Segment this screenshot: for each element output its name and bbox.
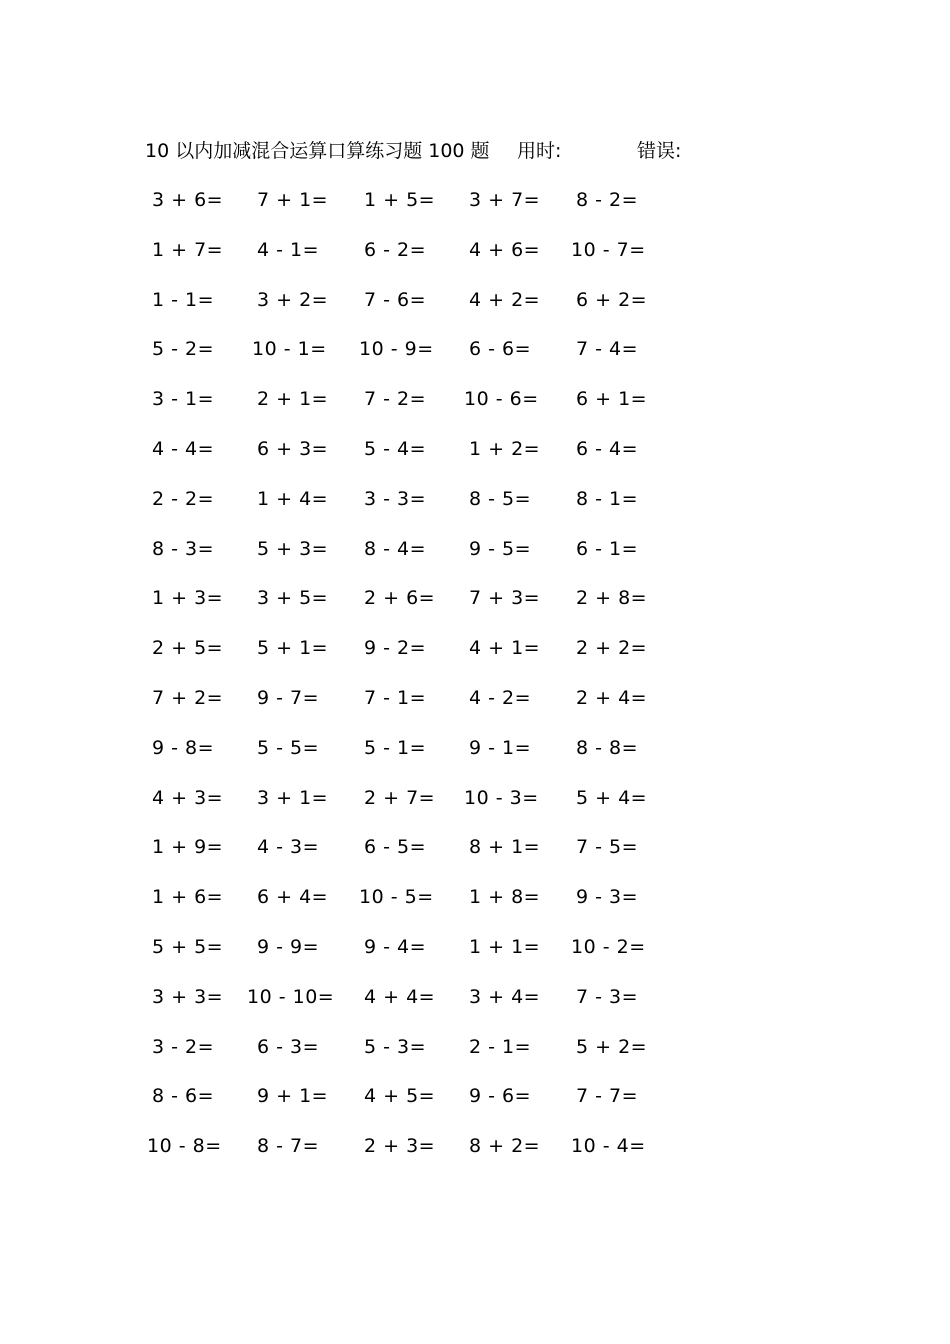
arithmetic-problem: 10 - 7= (571, 238, 646, 261)
arithmetic-problem: 10 - 9= (359, 338, 434, 361)
arithmetic-problem: 8 - 8= (576, 736, 639, 759)
arithmetic-problem: 2 + 6= (364, 587, 436, 610)
arithmetic-problem: 1 + 9= (152, 836, 224, 859)
arithmetic-problem: 3 + 5= (257, 587, 329, 610)
arithmetic-problem: 5 - 4= (364, 437, 427, 460)
problem-row (0, 235, 950, 285)
arithmetic-problem: 9 - 4= (364, 935, 427, 958)
arithmetic-problem: 10 - 8= (147, 1135, 222, 1158)
time-label: 用时: (517, 140, 562, 162)
arithmetic-problem: 2 + 3= (364, 1135, 436, 1158)
arithmetic-problem: 6 + 2= (576, 288, 648, 311)
arithmetic-problem: 4 + 1= (469, 637, 541, 660)
arithmetic-problem: 7 - 2= (364, 388, 427, 411)
worksheet-header (145, 136, 681, 166)
arithmetic-problem: 5 - 5= (257, 736, 320, 759)
problem-row (0, 285, 950, 335)
arithmetic-problem: 6 - 3= (257, 1035, 320, 1058)
arithmetic-problem: 7 - 3= (576, 985, 639, 1008)
problem-row (0, 534, 950, 584)
arithmetic-problem: 7 - 1= (364, 686, 427, 709)
arithmetic-problem: 4 + 4= (364, 985, 436, 1008)
arithmetic-problem: 7 - 4= (576, 338, 639, 361)
arithmetic-problem: 4 + 5= (364, 1085, 436, 1108)
arithmetic-problem: 2 + 1= (257, 388, 329, 411)
arithmetic-problem: 10 - 2= (571, 935, 646, 958)
arithmetic-problem: 4 - 4= (152, 437, 215, 460)
arithmetic-problem: 1 + 7= (152, 238, 224, 261)
problem-row (0, 832, 950, 882)
arithmetic-problem: 1 + 5= (364, 189, 436, 211)
arithmetic-problem: 7 - 5= (576, 836, 639, 859)
arithmetic-problem: 1 + 1= (469, 935, 541, 958)
problem-row (0, 783, 950, 833)
arithmetic-problem: 7 - 7= (576, 1085, 639, 1108)
arithmetic-problem: 8 - 7= (257, 1135, 320, 1158)
arithmetic-problem: 5 + 5= (152, 935, 224, 958)
arithmetic-problem: 6 + 3= (257, 437, 329, 460)
arithmetic-problem: 3 + 4= (469, 985, 541, 1008)
arithmetic-problem: 4 - 1= (257, 238, 320, 261)
problem-row (0, 1032, 950, 1082)
arithmetic-problem: 9 - 1= (469, 736, 532, 759)
arithmetic-problem: 5 - 1= (364, 736, 427, 759)
arithmetic-problem: 6 - 4= (576, 437, 639, 460)
arithmetic-problem: 8 - 4= (364, 537, 427, 560)
arithmetic-problem: 3 + 3= (152, 985, 224, 1008)
errors-label: 错误: (637, 140, 682, 162)
arithmetic-problem: 8 - 1= (576, 487, 639, 510)
arithmetic-problem: 3 - 2= (152, 1035, 215, 1058)
arithmetic-problem: 7 + 1= (257, 189, 329, 211)
arithmetic-problem: 3 + 6= (152, 189, 224, 211)
arithmetic-problem: 5 + 3= (257, 537, 329, 560)
arithmetic-problem: 1 - 1= (152, 288, 215, 311)
arithmetic-problem: 9 - 7= (257, 686, 320, 709)
arithmetic-problem: 3 + 7= (469, 189, 541, 211)
arithmetic-problem: 10 - 4= (571, 1135, 646, 1158)
arithmetic-problem: 2 + 8= (576, 587, 648, 610)
arithmetic-problem: 8 + 1= (469, 836, 541, 859)
problem-row (0, 434, 950, 484)
arithmetic-problem: 10 - 10= (247, 985, 335, 1008)
arithmetic-problem: 1 + 8= (469, 886, 541, 909)
problem-row (0, 1131, 950, 1181)
problem-row (0, 1081, 950, 1131)
arithmetic-problem: 2 + 2= (576, 637, 648, 660)
arithmetic-problem: 8 - 5= (469, 487, 532, 510)
arithmetic-problem: 10 - 1= (252, 338, 327, 361)
arithmetic-problem: 4 - 3= (257, 836, 320, 859)
arithmetic-problem: 1 + 6= (152, 886, 224, 909)
arithmetic-problem: 7 - 6= (364, 288, 427, 311)
problem-row (0, 633, 950, 683)
arithmetic-problem: 6 - 2= (364, 238, 427, 261)
arithmetic-problem: 7 + 2= (152, 686, 224, 709)
arithmetic-problem: 6 - 5= (364, 836, 427, 859)
arithmetic-problem: 8 - 3= (152, 537, 215, 560)
arithmetic-problem: 4 + 6= (469, 238, 541, 261)
arithmetic-problem: 1 + 4= (257, 487, 329, 510)
arithmetic-problem: 2 + 4= (576, 686, 648, 709)
arithmetic-problem: 3 - 1= (152, 388, 215, 411)
arithmetic-problem: 4 - 2= (469, 686, 532, 709)
problem-row (0, 484, 950, 534)
problem-row (0, 683, 950, 733)
arithmetic-problem: 9 + 1= (257, 1085, 329, 1108)
arithmetic-problem: 2 + 7= (364, 786, 436, 809)
arithmetic-problem: 5 - 2= (152, 338, 215, 361)
arithmetic-problem: 9 - 9= (257, 935, 320, 958)
problem-row (0, 982, 950, 1032)
arithmetic-problem: 6 + 1= (576, 388, 648, 411)
arithmetic-problem: 5 - 3= (364, 1035, 427, 1058)
arithmetic-problem: 9 - 2= (364, 637, 427, 660)
worksheet-title: 10 以内加减混合运算口算练习题 100 题 (145, 140, 490, 162)
arithmetic-problem: 5 + 1= (257, 637, 329, 660)
arithmetic-problem: 3 - 3= (364, 487, 427, 510)
arithmetic-problem: 6 + 4= (257, 886, 329, 909)
arithmetic-problem: 5 + 4= (576, 786, 648, 809)
arithmetic-problem: 7 + 3= (469, 587, 541, 610)
problem-row (0, 583, 950, 633)
problem-grid (0, 185, 950, 1181)
arithmetic-problem: 3 + 2= (257, 288, 329, 311)
arithmetic-problem: 8 - 2= (576, 189, 639, 211)
arithmetic-problem: 1 + 3= (152, 587, 224, 610)
arithmetic-problem: 9 - 5= (469, 537, 532, 560)
arithmetic-problem: 9 - 3= (576, 886, 639, 909)
arithmetic-problem: 2 + 5= (152, 637, 224, 660)
arithmetic-problem: 2 - 1= (469, 1035, 532, 1058)
arithmetic-problem: 9 - 6= (469, 1085, 532, 1108)
arithmetic-problem: 1 + 2= (469, 437, 541, 460)
problem-row (0, 733, 950, 783)
problem-row (0, 932, 950, 982)
arithmetic-problem: 9 - 8= (152, 736, 215, 759)
arithmetic-problem: 2 - 2= (152, 487, 215, 510)
arithmetic-problem: 4 + 3= (152, 786, 224, 809)
problem-row (0, 185, 950, 235)
arithmetic-problem: 3 + 1= (257, 786, 329, 809)
problem-row (0, 334, 950, 384)
problem-row (0, 882, 950, 932)
arithmetic-problem: 6 - 1= (576, 537, 639, 560)
arithmetic-problem: 4 + 2= (469, 288, 541, 311)
arithmetic-problem: 6 - 6= (469, 338, 532, 361)
problem-row (0, 384, 950, 434)
arithmetic-problem: 10 - 3= (464, 786, 539, 809)
arithmetic-problem: 5 + 2= (576, 1035, 648, 1058)
arithmetic-problem: 8 + 2= (469, 1135, 541, 1158)
arithmetic-problem: 10 - 6= (464, 388, 539, 411)
arithmetic-problem: 8 - 6= (152, 1085, 215, 1108)
arithmetic-problem: 10 - 5= (359, 886, 434, 909)
